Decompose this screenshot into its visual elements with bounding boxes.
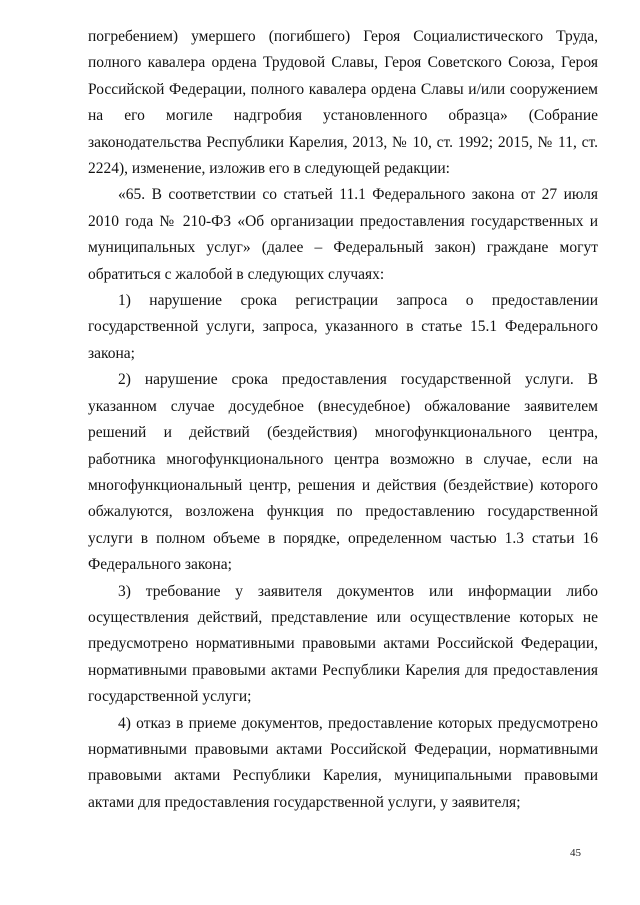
paragraph-continuation: погребением) умершего (погибшего) Героя Социалистического Труда, полного кавалера ордена Трудовой Славы, Героя Советского Союза, Героя Российской Федерации, полного кавалера ордена Славы и/или сооружением на его могиле надгробия установленного образца» (Собрание законодательства Республики Карелия, 2013, № 10, ст. 1992; 2015, № 11, ст. 2224), изменение, изложив его в следующей редакции:: [88, 28, 598, 178]
page-number: 45: [570, 847, 581, 859]
list-item-2: 2) нарушение срока предоставления государственной услуги. В указанном случае досудебное (внесудебное) обжалование заявителем решений и действий (бездействия) многофункционального центра, работника многофункционального центра возможно в случае, если на многофункциональный центр, решения и действия (бездействие) которого обжалуются, возложена функция по предоставлению государственной услуги в полном объеме в порядке, определенном частью 1.3 статьи 16 Федерального закона;: [88, 371, 598, 574]
body-text: [88, 24, 598, 816]
list-item-3: 3) требование у заявителя документов или информации либо осуществления действий, представление или осуществление которых не предусмотрено нормативными правовыми актами Российской Федерации, нормативными правовыми актами Республики Карелия для предоставления государственной услуги;: [88, 582, 598, 706]
list-item-4: 4) отказ в приеме документов, предоставление которых предусмотрено нормативными правовыми актами Российской Федерации, нормативными правовыми актами Республики Карелия, муниципальными правовыми актами для предоставления государственной услуги, у заявителя;: [88, 714, 598, 811]
list-item-1: 1) нарушение срока регистрации запроса о предоставлении государственной услуги, запроса, указанного в статье 15.1 Федерального закона;: [88, 292, 598, 362]
paragraph-item-65: «65. В соответствии со статьей 11.1 Федерального закона от 27 июля 2010 года № 210-ФЗ «Об организации предоставления государственных и муниципальных услуг» (далее – Федеральный закон) граждане могут обратиться с жалобой в следующих случаях:: [88, 186, 598, 283]
